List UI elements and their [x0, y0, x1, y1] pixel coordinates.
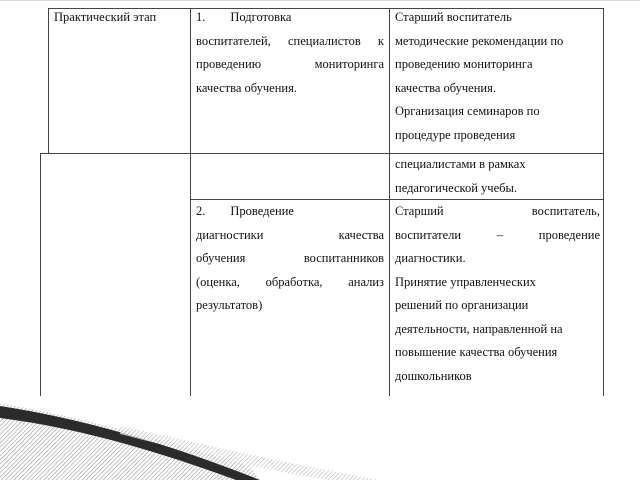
upper-table-col-rule-2 — [389, 8, 390, 156]
step1-description: 1. Подготовка воспитателей, специалистов к проведению мониторинга качества обучения. — [196, 10, 384, 95]
upper-table-right-rule — [603, 8, 604, 156]
upper-table-col-rule-1 — [190, 8, 191, 156]
decorative-swoosh — [0, 396, 400, 480]
upper-table-left-rule — [48, 8, 49, 156]
lower-table-col-rule-1 — [190, 153, 191, 396]
lower-table-right-rule — [603, 153, 604, 396]
step1-responsible-continued: специалистами в рамках педагогической учебы. — [395, 157, 526, 195]
lower-table-left-rule — [40, 153, 41, 396]
step1-responsible: Старший воспитатель методические рекомендации по проведению мониторинга качества обучения. Организация семинаров по процедуре проведения — [395, 10, 564, 142]
step2-responsible: Старший воспитатель, воспитатели – проведение диагностики. Принятие управленческих решений по организации деятельности, направленной на повышение качества обучения дошкольников — [395, 204, 600, 383]
lower-table-col-rule-2 — [389, 153, 390, 396]
stage-label: Практический этап — [54, 10, 157, 24]
step2-description: 2. Проведение диагностики качества обучения воспитанников (оценка, обработка, анализ результатов) — [196, 204, 384, 312]
